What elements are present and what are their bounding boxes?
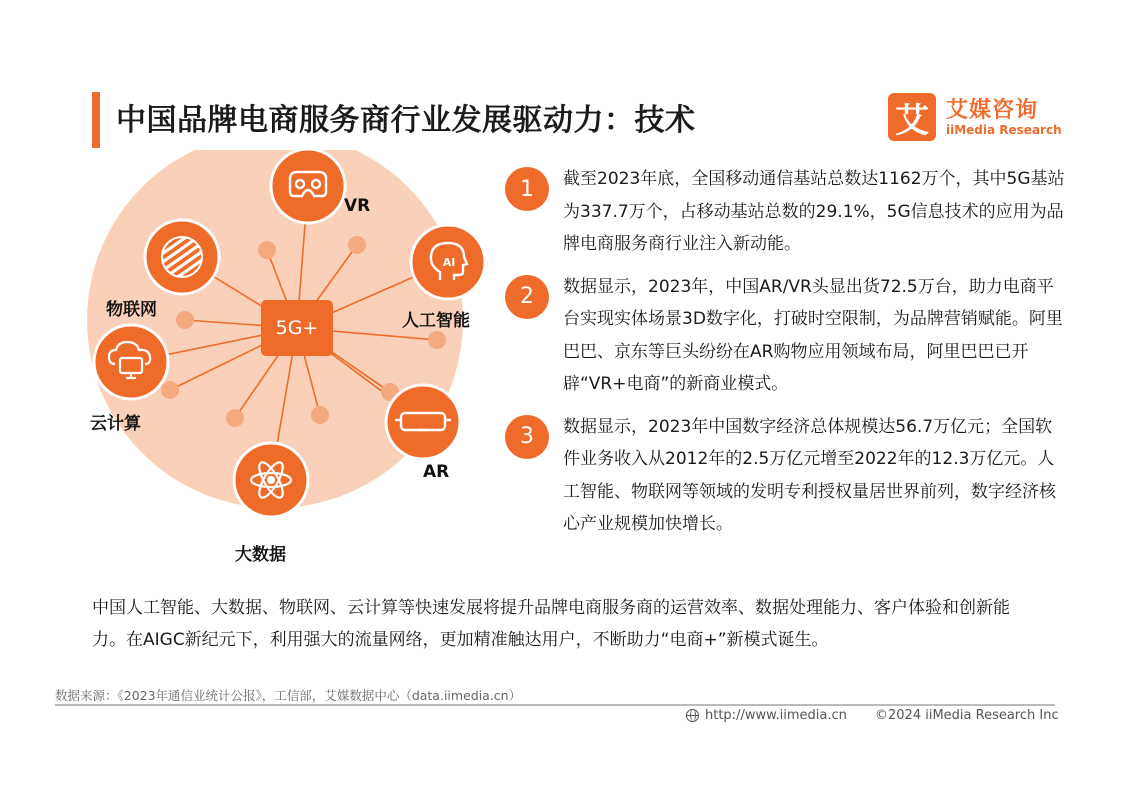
point-text: 截至2023年底，全国移动通信基站总数达1162万个，其中5G基站为337.7万个，占移动基站总数的29.1%，5G信息技术的应用为品牌电商服务商行业注入新动能。 [563, 169, 1065, 254]
node-ar [386, 385, 460, 459]
satellite-dot [258, 241, 276, 259]
logo-en-text: iiMedia Research [946, 123, 1062, 137]
point-number-badge: 2 [505, 275, 549, 319]
point-item [505, 271, 1065, 401]
data-source: 数据来源：《2023年通信业统计公报》，工信部，艾媒数据中心（data.iimedia.cn） [55, 688, 522, 703]
node-label-ar: AR [423, 462, 450, 482]
node-label-cloud: 云计算 [90, 414, 141, 434]
footer-copyright: ©2024 iiMedia Research Inc [875, 708, 1059, 723]
node-label-iot: 物联网 [106, 300, 157, 320]
node-label-bigdata: 大数据 [235, 545, 286, 565]
satellite-dot [348, 236, 366, 254]
point-item [505, 163, 1065, 261]
point-item [505, 411, 1065, 541]
node-bigdata [234, 443, 308, 517]
satellite-dot [226, 409, 244, 427]
satellite-dot [176, 311, 194, 329]
point-text: 数据显示，2023年中国数字经济总体规模达56.7万亿元；全国软件业务收入从2012年的2.5万亿元增至2022年的12.3万亿元。人工智能、物联网等领域的发明专利授权量居世界前列，数字经济核心产业规模加快增长。 [563, 416, 1056, 534]
key-points [505, 163, 1065, 551]
svg-text:AI: AI [442, 256, 456, 269]
brand-logo [888, 93, 1062, 145]
node-cloud [94, 325, 168, 399]
node-vr [271, 150, 345, 223]
summary-paragraph: 中国人工智能、大数据、物联网、云计算等快速发展将提升品牌电商服务商的运营效率、数据处理能力、客户体验和创新能力。在AIGC新纪元下，利用强大的流量网络，更加精准触达用户，不断助力“电商+”新模式诞生。 [92, 598, 1010, 650]
footer-url[interactable] [686, 708, 847, 723]
point-text: 数据显示，2023年，中国AR/VR头显出货72.5万台，助力电商平台实现实体场景3D数字化，打破时空限制，为品牌营销赋能。阿里巴巴、京东等巨头纷纷在AR购物应用领域布局，阿里巴巴已开辟“VR+电商”的新商业模式。 [563, 276, 1063, 394]
node-ai [411, 225, 485, 299]
node-label-vr: VR [344, 196, 371, 216]
logo-cn-text: 艾媒咨询 [946, 98, 1039, 123]
diagram-svg [70, 150, 500, 570]
point-number-badge: 3 [505, 415, 549, 459]
satellite-dot [428, 331, 446, 349]
node-label-ai: 人工智能 [402, 311, 470, 331]
footer-url-text[interactable]: http://www.iimedia.cn [705, 708, 847, 723]
page-title: 中国品牌电商服务商行业发展驱动力：技术 [116, 103, 696, 138]
footer-divider [55, 704, 1055, 706]
title-accent-bar [92, 92, 100, 148]
center-box [261, 300, 333, 356]
node-iot [145, 220, 219, 294]
logo-mark-icon: 艾 [888, 93, 936, 141]
point-number-badge: 1 [505, 167, 549, 211]
center-label: 5G+ [275, 317, 319, 339]
satellite-dot [311, 406, 329, 424]
satellite-dot [161, 381, 179, 399]
globe-icon [686, 709, 699, 722]
tech-drivers-diagram [70, 150, 500, 570]
